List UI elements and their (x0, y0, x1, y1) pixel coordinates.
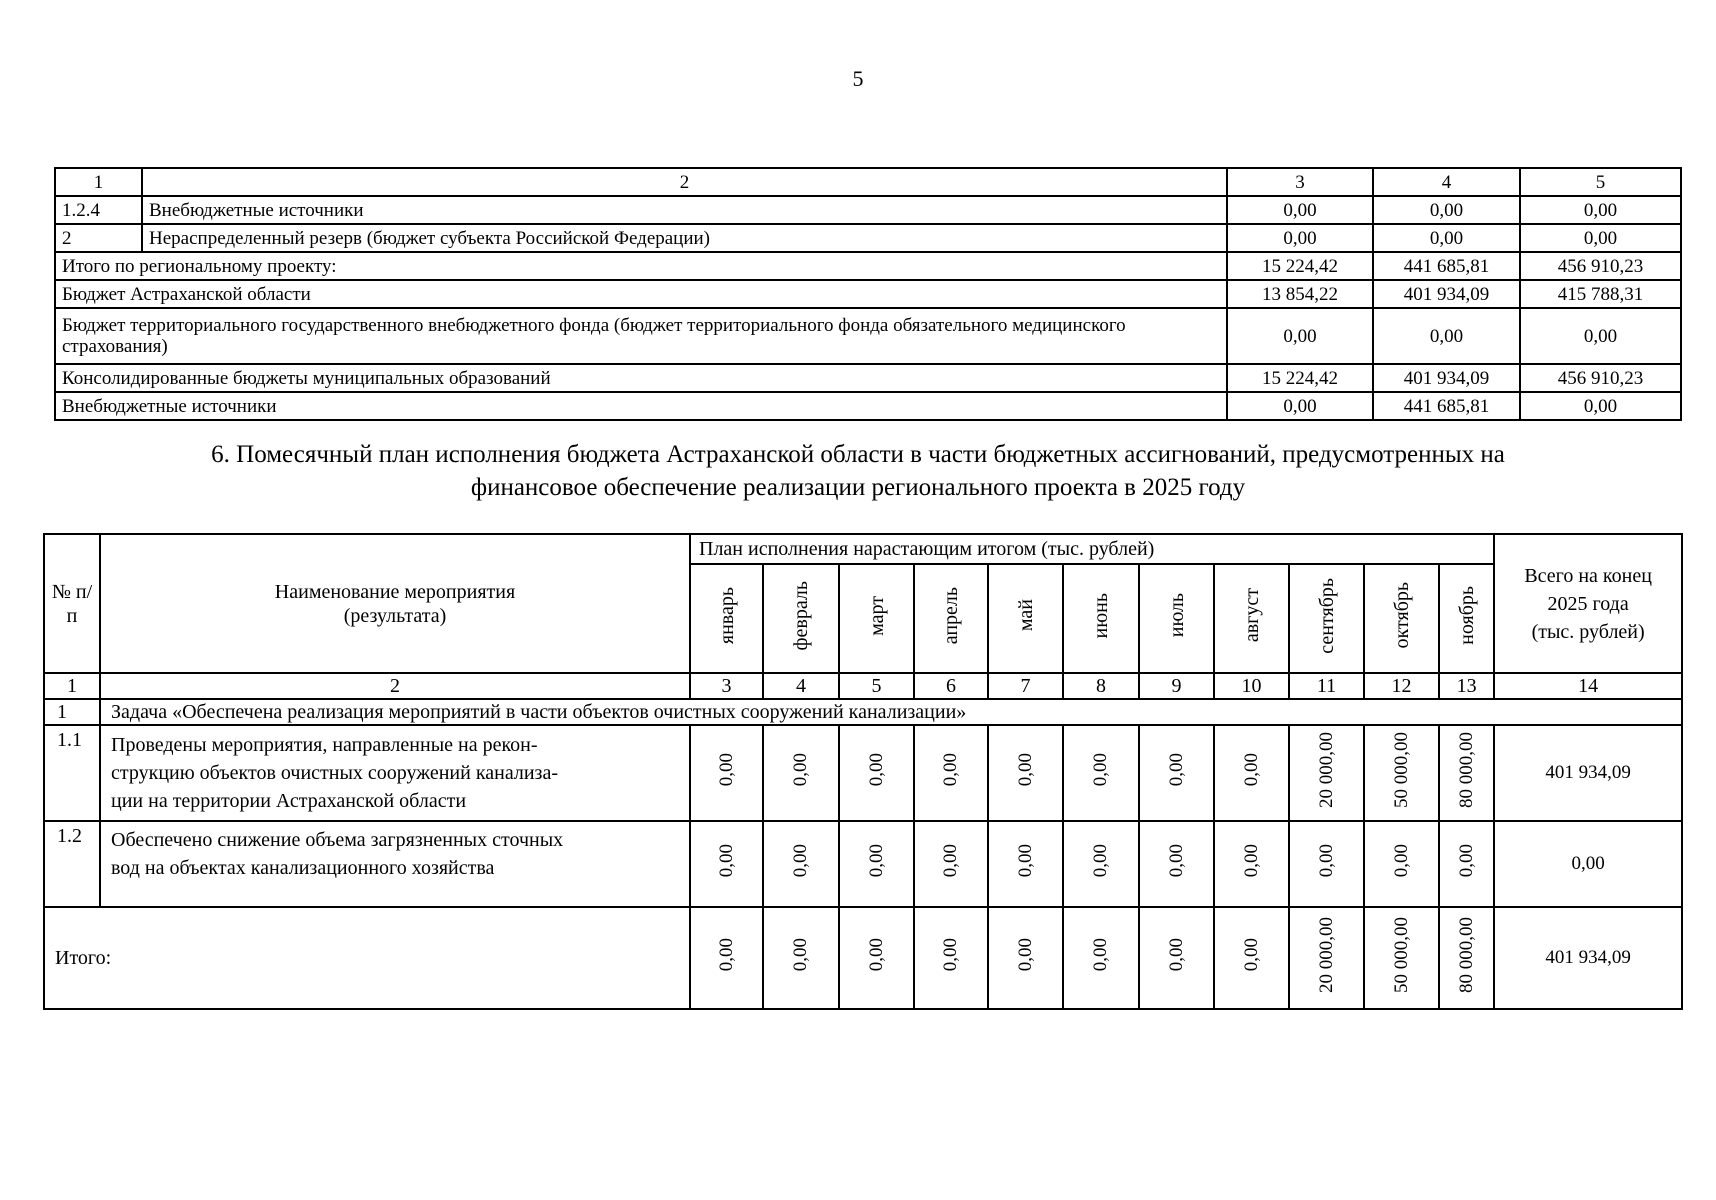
budget-table (54, 167, 1682, 421)
month-value-text: 0,00 (865, 937, 887, 972)
task-row (44, 699, 1682, 725)
month-label: август (1240, 588, 1263, 643)
table-row (55, 308, 1681, 364)
col-total-header (1494, 534, 1682, 673)
month-header (1214, 564, 1289, 673)
month-value (1439, 821, 1494, 907)
row-value: 0,00 (1520, 196, 1681, 224)
month-value (1214, 907, 1289, 1009)
row-value: 13 854,22 (1227, 280, 1373, 308)
table-row (55, 224, 1681, 252)
column-number: 3 (690, 673, 763, 699)
month-value-text: 0,00 (940, 843, 961, 878)
row-value: 441 685,81 (1373, 392, 1520, 420)
table-row (44, 725, 1682, 821)
month-value (1139, 821, 1214, 907)
row-code: 2 (55, 224, 142, 252)
month-value-text: 0,00 (1240, 937, 1262, 972)
row-value: 456 910,23 (1520, 252, 1681, 280)
month-value (1364, 725, 1439, 821)
month-value (1063, 725, 1139, 821)
month-value-text: 0,00 (1240, 843, 1262, 878)
column-number: 1 (44, 673, 100, 699)
column-number: 14 (1494, 673, 1682, 699)
task-text: Задача «Обеспечена реализация мероприятий в части объектов очистных сооружений канализации» (100, 699, 1682, 725)
month-value (988, 907, 1063, 1009)
table-row (55, 252, 1681, 280)
row-name (100, 725, 690, 821)
row-name: Бюджет территориального государственного внебюджетного фонда (бюджет территориального фонда обязательного медицинского страхования) (55, 308, 1227, 364)
month-value (690, 821, 763, 907)
row-value: 441 685,81 (1373, 252, 1520, 280)
month-value-text: 0,00 (865, 843, 887, 878)
month-value-text: 0,00 (1315, 843, 1337, 878)
month-value-text: 0,00 (1014, 752, 1036, 787)
month-header (1439, 564, 1494, 673)
month-value-text: 0,00 (1390, 843, 1412, 878)
col-total-header-line: Всего на конец (1524, 564, 1652, 587)
column-number: 12 (1364, 673, 1439, 699)
month-value (839, 821, 914, 907)
row-value: 415 788,31 (1520, 280, 1681, 308)
row-value: 0,00 (1373, 224, 1520, 252)
month-header (1139, 564, 1214, 673)
month-value-text: 0,00 (790, 843, 811, 878)
month-value-text: 0,00 (1165, 937, 1187, 972)
month-header (690, 564, 763, 673)
month-value (839, 907, 914, 1009)
row-total: 0,00 (1494, 821, 1682, 907)
month-value-text: 0,00 (1455, 843, 1477, 878)
month-value-text: 0,00 (1165, 752, 1187, 787)
section-title (60, 438, 1656, 504)
table-row (55, 364, 1681, 392)
total-row (44, 907, 1682, 1009)
month-value-text: 0,00 (790, 752, 811, 787)
month-value (1289, 725, 1364, 821)
table-row (55, 392, 1681, 420)
month-value (988, 821, 1063, 907)
header-cell: 3 (1227, 168, 1373, 196)
month-value-text: 0,00 (1165, 843, 1187, 878)
row-value: 0,00 (1373, 308, 1520, 364)
header-cell: 2 (142, 168, 1227, 196)
month-value (988, 725, 1063, 821)
row-name: Консолидированные бюджеты муниципальных образований (55, 364, 1227, 392)
row-value: 0,00 (1227, 392, 1373, 420)
row-name: Нераспределенный резерв (бюджет субъекта Российской Федерации) (142, 224, 1227, 252)
month-value-text: 0,00 (1014, 937, 1036, 972)
month-value-text: 0,00 (865, 752, 887, 787)
month-label: июнь (1090, 592, 1112, 639)
section-title-line: финансовое обеспечение реализации регионального проекта в 2025 году (470, 474, 1246, 501)
row-value: 15 224,42 (1227, 364, 1373, 392)
month-value (914, 821, 988, 907)
month-value (1063, 821, 1139, 907)
month-label: сентябрь (1315, 577, 1338, 654)
column-numbers-row (44, 673, 1682, 699)
row-total: 401 934,09 (1494, 725, 1682, 821)
month-header (763, 564, 839, 673)
column-number: 4 (763, 673, 839, 699)
month-label: июль (1165, 593, 1188, 638)
month-header (839, 564, 914, 673)
row-name-line: струкцию объектов очистных сооружений канализа- (111, 762, 558, 784)
row-value: 0,00 (1227, 196, 1373, 224)
column-number: 11 (1289, 673, 1364, 699)
col-total-header-line: (тыс. рублей) (1531, 620, 1645, 643)
row-name-line: ции на территории Астраханской области (111, 790, 467, 812)
month-value (914, 907, 988, 1009)
month-value-text: 20 000,00 (1315, 916, 1337, 993)
column-number: 2 (100, 673, 690, 699)
month-value-text: 0,00 (940, 937, 961, 972)
row-name-line: Проведены мероприятия, направленные на рекон- (111, 734, 538, 756)
month-value-text: 0,00 (1014, 843, 1036, 878)
header-cell: 1 (55, 168, 142, 196)
row-value: 0,00 (1520, 224, 1681, 252)
month-value (763, 725, 839, 821)
month-value-text: 0,00 (1090, 843, 1111, 878)
monthly-plan-table (43, 533, 1683, 1010)
col-total-header-line: 2025 года (1547, 592, 1629, 615)
month-value (1364, 821, 1439, 907)
row-value: 0,00 (1227, 308, 1373, 364)
row-name-line: Обеспечено снижение объема загрязненных сточных (111, 829, 564, 851)
column-number: 6 (914, 673, 988, 699)
row-index: 1.1 (44, 725, 100, 821)
month-value-text: 0,00 (715, 937, 737, 972)
total-label: Итого: (44, 907, 690, 1009)
month-header (1063, 564, 1139, 673)
plan-header-row (44, 534, 1682, 564)
month-value (690, 725, 763, 821)
row-name: Внебюджетные источники (142, 196, 1227, 224)
row-name-line: вод на объектах канализационного хозяйства (111, 857, 495, 879)
month-value (839, 725, 914, 821)
month-value (1289, 821, 1364, 907)
month-value (1439, 725, 1494, 821)
month-value (1063, 907, 1139, 1009)
month-label: февраль (790, 580, 812, 651)
col-name-header (100, 534, 690, 673)
month-value-text: 0,00 (940, 752, 961, 787)
table-row (55, 196, 1681, 224)
month-label: март (865, 595, 888, 636)
page-number: 5 (852, 66, 864, 91)
month-value (1214, 821, 1289, 907)
month-value (763, 907, 839, 1009)
month-label: январь (715, 586, 738, 645)
row-value: 0,00 (1227, 224, 1373, 252)
column-number: 8 (1063, 673, 1139, 699)
month-label: апрель (940, 586, 962, 645)
task-index: 1 (44, 699, 100, 725)
month-value-text: 0,00 (790, 937, 811, 972)
column-number: 7 (988, 673, 1063, 699)
header-cell: 4 (1373, 168, 1520, 196)
row-code: 1.2.4 (55, 196, 142, 224)
month-header (1364, 564, 1439, 673)
row-total: 401 934,09 (1494, 907, 1682, 1009)
row-name: Внебюджетные источники (55, 392, 1227, 420)
row-value: 0,00 (1373, 196, 1520, 224)
month-value-text: 80 000,00 (1455, 916, 1477, 993)
row-name (100, 821, 690, 907)
column-number: 10 (1214, 673, 1289, 699)
column-number: 5 (839, 673, 914, 699)
month-value (1364, 907, 1439, 1009)
month-value (1439, 907, 1494, 1009)
month-value (1214, 725, 1289, 821)
month-value-text: 0,00 (1240, 752, 1262, 787)
month-value (1289, 907, 1364, 1009)
month-value (1139, 725, 1214, 821)
column-number: 13 (1439, 673, 1494, 699)
col-name-header-line: (результата) (343, 604, 447, 627)
column-number: 9 (1139, 673, 1214, 699)
row-name: Бюджет Астраханской области (55, 280, 1227, 308)
col-plan-header: План исполнения нарастающим итогом (тыс. рублей) (690, 534, 1494, 564)
table-row (55, 280, 1681, 308)
col-number-header: № п/п (44, 534, 100, 673)
table-row (44, 821, 1682, 907)
month-value (763, 821, 839, 907)
month-value-text: 50 000,00 (1390, 731, 1412, 808)
row-name: Итого по региональному проекту: (55, 252, 1227, 280)
header-cell: 5 (1520, 168, 1681, 196)
budget-table-header-row (55, 168, 1681, 196)
row-index: 1.2 (44, 821, 100, 907)
col-name-header-line: Наименование мероприятия (274, 580, 516, 603)
month-label: май (1014, 599, 1037, 632)
month-header (988, 564, 1063, 673)
month-value (914, 725, 988, 821)
month-label: октябрь (1390, 582, 1413, 649)
month-value-text: 50 000,00 (1390, 916, 1412, 993)
row-value: 0,00 (1520, 392, 1681, 420)
month-value-text: 80 000,00 (1455, 731, 1477, 808)
section-title-line: 6. Помесячный план исполнения бюджета Астраханской области в части бюджетных ассигнований, предусмотренных на (211, 441, 1505, 468)
month-value-text: 0,00 (715, 843, 737, 878)
row-value: 15 224,42 (1227, 252, 1373, 280)
month-value-text: 20 000,00 (1315, 731, 1337, 808)
month-header (914, 564, 988, 673)
row-value: 401 934,09 (1373, 364, 1520, 392)
month-value-text: 0,00 (1090, 937, 1111, 972)
month-value-text: 0,00 (1090, 752, 1111, 787)
month-value (1139, 907, 1214, 1009)
row-value: 456 910,23 (1520, 364, 1681, 392)
month-header (1289, 564, 1364, 673)
month-label: ноябрь (1455, 586, 1478, 645)
month-value-text: 0,00 (715, 752, 737, 787)
row-value: 0,00 (1520, 308, 1681, 364)
month-value (690, 907, 763, 1009)
row-value: 401 934,09 (1373, 280, 1520, 308)
